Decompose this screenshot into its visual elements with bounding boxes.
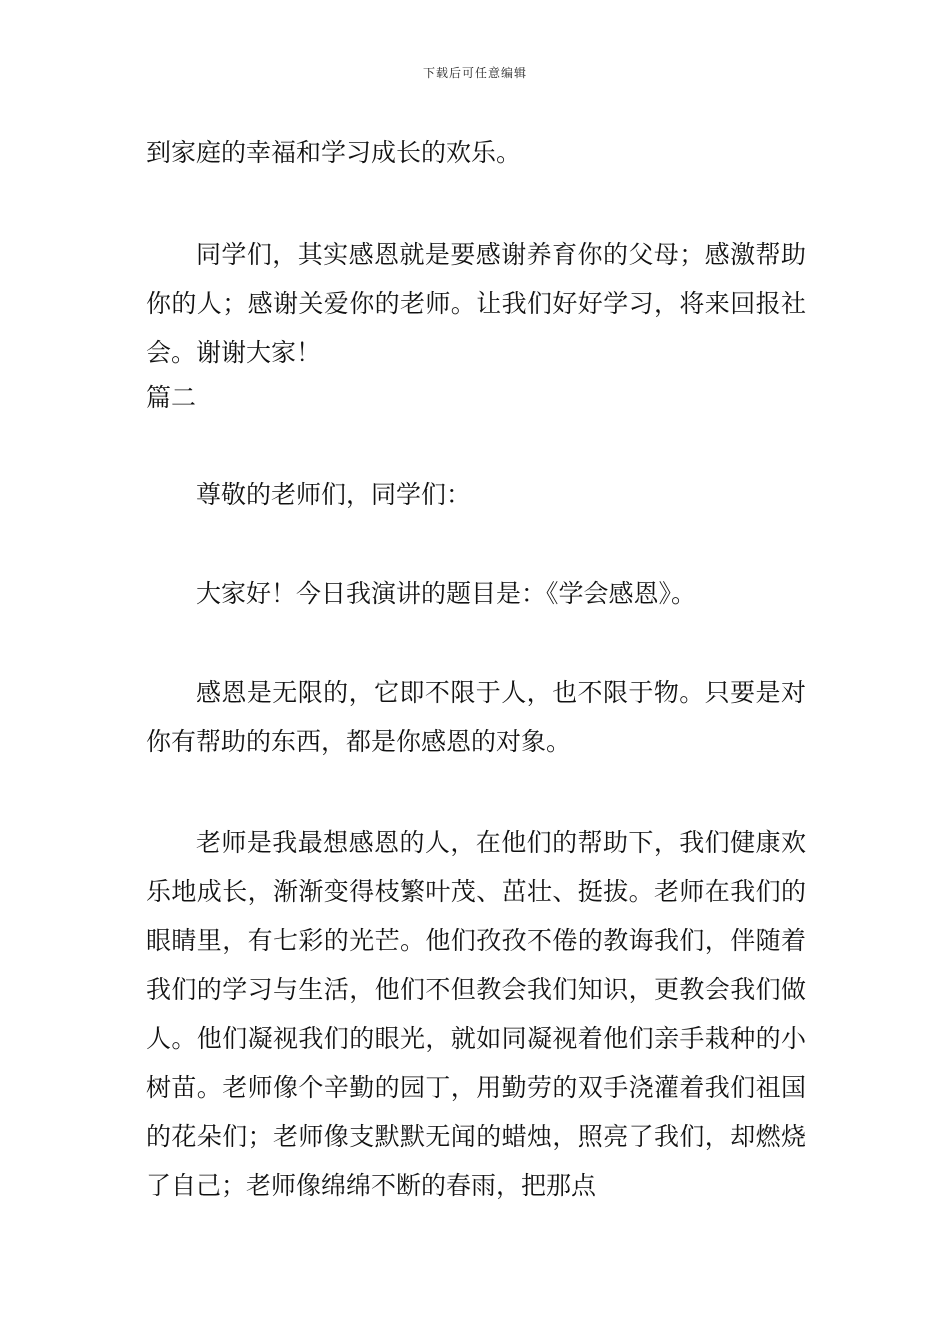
page-header: 下载后可任意编辑 (422, 66, 527, 80)
paragraph-gratitude: 感恩是无限的，它即不限于人，也不限于物。只要是对你有帮助的东西，都是你感恩的对象。 (146, 678, 806, 756)
paragraph-thanks: 同学们，其实感恩就是要感谢养育你的父母；感激帮助你的人；感谢关爱你的老师。让我们好好学习，将来回报社会。谢谢大家！ (146, 240, 806, 367)
document-body (146, 128, 806, 1210)
paragraph-salutation: 尊敬的老师们，同学们： (196, 480, 472, 509)
paragraph-greeting: 大家好！今日我演讲的题目是：《学会感恩》。 (196, 579, 697, 608)
paragraph-continuation: 到家庭的幸福和学习成长的欢乐。 (146, 138, 522, 167)
section-heading: 篇二 (146, 383, 197, 412)
paragraph-teacher: 老师是我最想感恩的人，在他们的帮助下，我们健康欢乐地成长，渐渐变得枝繁叶茂、茁壮、挺拔。老师在我们的眼睛里，有七彩的光芒。他们孜孜不倦的教诲我们，伴随着我们的学习与生活，他们不但教会我们知识，更教会我们做人。他们凝视我们的眼光，就如同凝视着他们亲手栽种的小树苗。老师像个辛勤的园丁，用勤劳的双手浇灌着我们祖国的花朵们；老师像支默默无闻的蜡烛，照亮了我们，却燃烧了自己；老师像绵绵不断的春雨，把那点 (146, 828, 806, 1200)
